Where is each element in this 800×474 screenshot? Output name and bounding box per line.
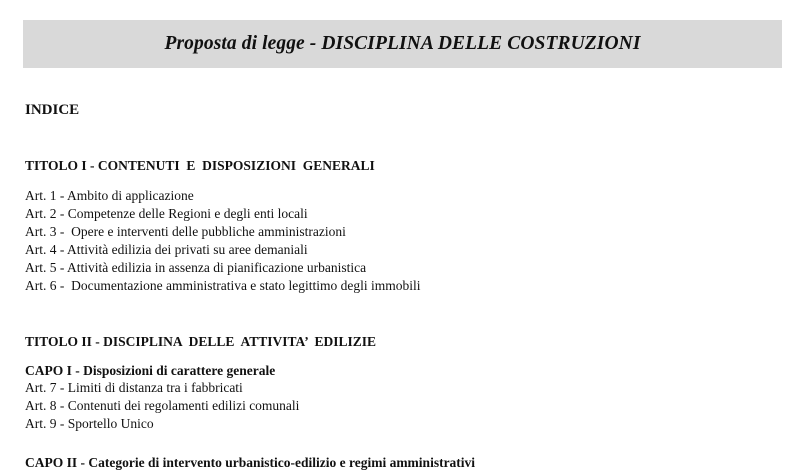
document-title: Proposta di legge - DISCIPLINA DELLE COSTRUZIONI [164,33,641,54]
article-item: Art. 2 - Competenze delle Regioni e degli enti locali [25,206,308,221]
capo-1-heading: CAPO I - Disposizioni di carattere generale [25,363,276,378]
capo-2-heading: CAPO II - Categorie di intervento urbanistico-edilizio e regimi amministrativi [25,455,476,470]
titolo-1-heading: TITOLO I - CONTENUTI E DISPOSIZIONI GENERALI [25,158,375,173]
index-heading: INDICE [25,102,80,118]
article-item: Art. 8 - Contenuti dei regolamenti edilizi comunali [25,398,300,413]
article-item: Art. 3 - Opere e interventi delle pubbliche amministrazioni [25,224,346,239]
article-item: Art. 5 - Attività edilizia in assenza di pianificazione urbanistica [25,260,367,275]
article-item: Art. 1 - Ambito di applicazione [25,188,194,203]
titolo-2-heading: TITOLO II - DISCIPLINA DELLE ATTIVITA’ EDILIZIE [25,334,376,349]
article-item: Art. 9 - Sportello Unico [25,416,154,431]
article-item: Art. 4 - Attività edilizia dei privati su aree demaniali [25,242,308,257]
titolo-1-article-list [25,187,421,295]
document-header [23,20,782,68]
article-item: Art. 6 - Documentazione amministrativa e stato legittimo degli immobili [25,278,421,293]
article-item: Art. 7 - Limiti di distanza tra i fabbricati [25,380,243,395]
capo-1-article-list [25,379,299,433]
